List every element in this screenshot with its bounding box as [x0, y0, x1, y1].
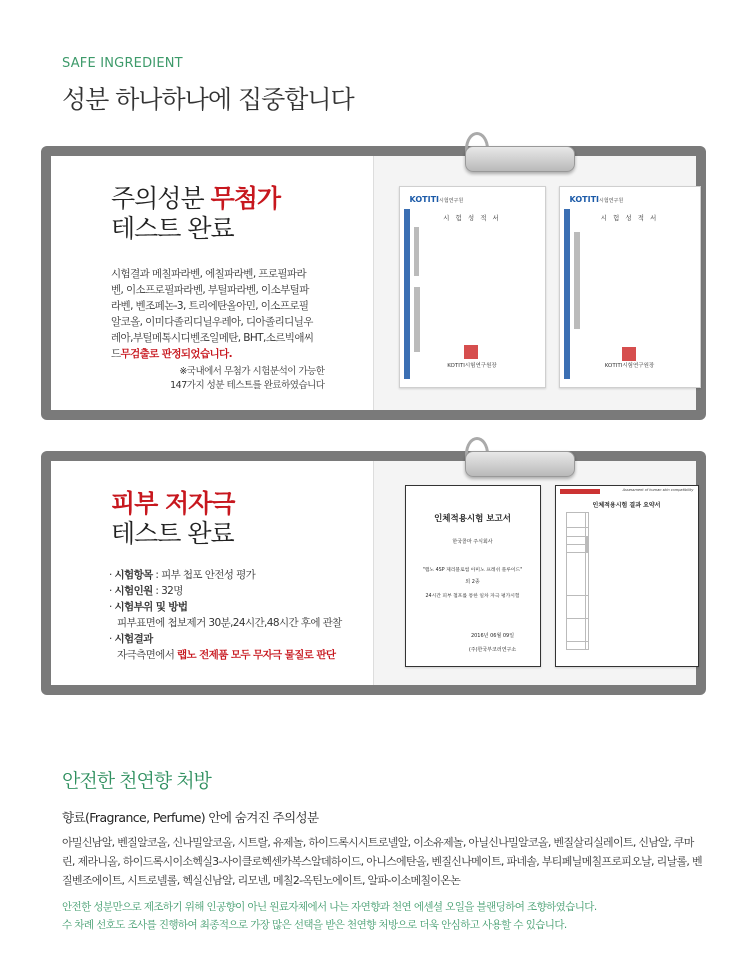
board-right-page — [374, 461, 697, 685]
report-client: 한국콜마 주식회사 — [452, 539, 493, 545]
section3-subtitle: 향료(Fragrance, Perfume) 안에 숨겨진 주의성분 — [62, 810, 319, 825]
detail-method: 피부표면에 첩보제거 30분,24시간,48시간 후에 관찰 — [117, 617, 342, 629]
board-right-page — [374, 156, 697, 410]
test-board-additive-free — [41, 146, 706, 420]
detail-item: · 시험결과 — [109, 633, 153, 645]
board-left-page — [51, 461, 374, 685]
document-footer: KOTITI시험연구원장 — [447, 363, 497, 369]
kotiti-logo: KOTITI시험연구원 — [409, 195, 464, 204]
detail-item: · 시험항목 : 피부 첩포 안전성 평가 — [109, 569, 256, 581]
section2-title: 피부 저자극 테스트 완료 — [111, 489, 235, 548]
summary-table — [566, 512, 589, 650]
binder-clip — [465, 132, 575, 172]
section1-title: 주의성분 무첨가 테스트 완료 — [111, 184, 281, 243]
report-test-name: 24시간 피부 첩포를 통한 일차 자극 평가시험 — [425, 594, 520, 599]
report-product: "랩노 4SP 제리블로썸 아미노 프레쉬 플루이드" — [422, 568, 523, 573]
closing-statement: 안전한 성분만으로 제조하기 위해 인공향이 아닌 원료자체에서 나는 자연향과 천연 에센셜 오일을 블랜딩하여 조향하였습니다. 수 차례 선호도 조사를 진행하여 최종적으로 가장 많은 선택을 받은 천연향 처방으로 더욱 안심하고 사용할 수 있습니다. — [62, 901, 597, 931]
page-title: 성분 하나하나에 집중합니다 — [62, 85, 354, 114]
report-title: 인체적용시험 보고서 — [434, 514, 511, 524]
test-board-low-irritation — [41, 451, 706, 695]
summary-title: 인체적용시험 결과 요약서 — [592, 502, 661, 509]
document-table — [414, 227, 419, 276]
official-stamp — [464, 345, 478, 359]
document-footer: KOTITI시험연구원장 — [604, 363, 655, 369]
clinical-report-cover — [405, 485, 541, 667]
summary-header-bar — [560, 489, 600, 494]
report-date: 2016년 06월 09일 — [470, 633, 515, 639]
section2-title-highlight: 피부 저자극 — [111, 489, 235, 518]
section1-title-highlight: 무첨가 — [210, 184, 281, 213]
summary-header-english: Assessment of human skin compatibility — [622, 488, 694, 492]
document-side-strip — [564, 209, 570, 379]
test-report-document — [559, 186, 701, 388]
clinical-summary-sheet — [555, 485, 699, 667]
section1-body: 시험결과 메칠파라벤, 에칠파라벤, 프로필파라벤, 이소프로필파라벤, 부틸파라벤, 이소부틸파라벤, 벤조페논-3, 트리에탄올아민, 이소프로필알코올, 이미다졸리디닐우레아, 디아졸리디닐우레아,부틸메톡시디벤조일메탄, BHT,소르빅애씨드무검출로 판정되었습니다. — [111, 268, 314, 360]
result-highlight: 랩노 전제품 모두 무자극 물질로 판단 — [177, 649, 336, 661]
binder-clip — [465, 437, 575, 477]
report-org: (주)한국부코러연구소 — [468, 647, 517, 653]
hidden-ingredients-list: 아밀신남알, 벤질알코올, 신나밀알코올, 시트랄, 유제놀, 하이드록시시트로넬알, 이소유제놀, 아닐신나밀알코올, 벤질살리실레이트, 신남알, 쿠마린, 제라니올, 하이드록시이소헥실3-사이클로헥센카복스알데하이드, 아니스에탄올, 벤질신나메이트, 파네솔, 부티페닐메칠프로피오날, 리날롤, 벤질벤조에이트, 시트로넬롤, 헥실신남알, 리모넨, 메칠2-옥틴노에이트, 알파-이소메칠이온논 — [62, 836, 702, 887]
official-stamp — [622, 347, 636, 361]
detail-item: · 시험부위 및 방법 — [109, 601, 188, 613]
document-title: 시 험 성 적 서 — [600, 214, 659, 222]
section3-title: 안전한 천연향 처방 — [62, 770, 211, 792]
kotiti-logo: KOTITI시험연구원 — [569, 195, 624, 204]
document-side-strip — [404, 209, 410, 379]
section1-body-highlight: 무검출로 판정되었습니다. — [120, 348, 232, 360]
section-eyebrow: SAFE INGREDIENT — [62, 56, 183, 71]
section2-details — [109, 567, 369, 663]
board-left-page — [51, 156, 374, 410]
report-product-count: 외 2종 — [465, 579, 480, 585]
document-results-table — [414, 287, 420, 352]
detail-item: · 시험인원 : 32명 — [109, 585, 183, 597]
test-report-document — [399, 186, 546, 388]
document-table — [574, 232, 580, 329]
document-title: 시 험 성 적 서 — [443, 214, 501, 222]
detail-result: 자극측면에서 랩노 전제품 모두 무자극 물질로 판단 — [117, 649, 336, 661]
section1-note: ※국내에서 무첨가 시험분석이 가능한 147가지 성분 테스트를 완료하였습니다 — [170, 366, 325, 391]
